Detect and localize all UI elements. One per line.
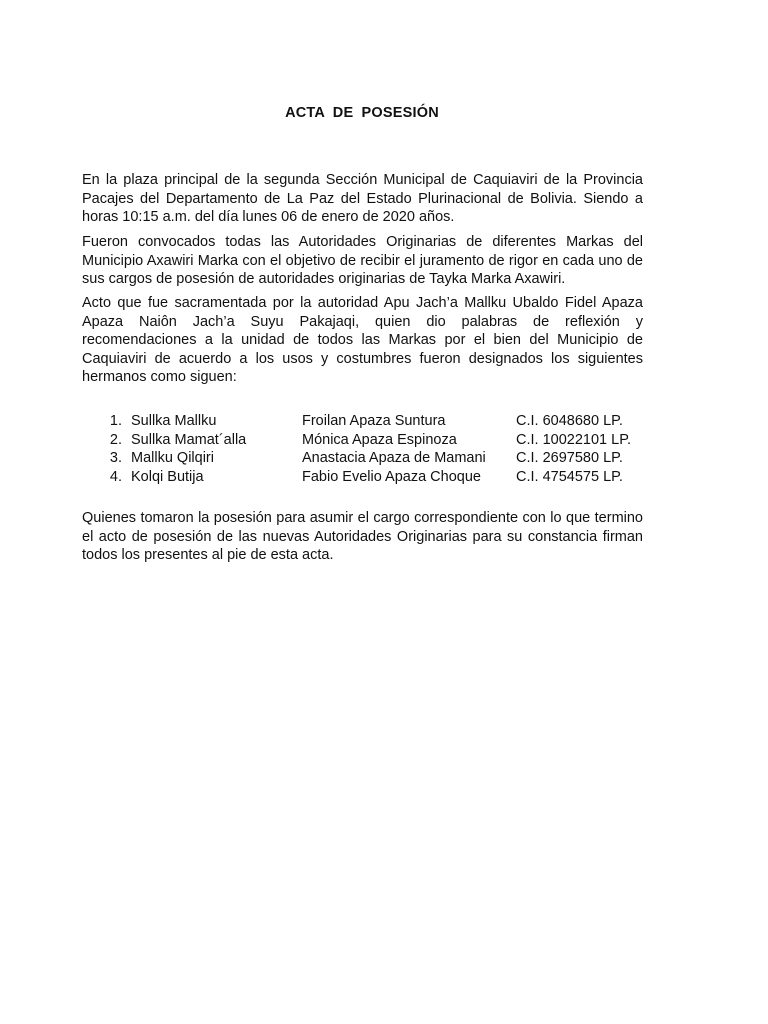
- list-item-number: 3.: [109, 450, 122, 466]
- list-item: [0, 449, 768, 468]
- list-item-ci: C.I. 6048680 LP.: [516, 413, 623, 429]
- list-item-number: 1.: [109, 413, 122, 429]
- list-item-name: Anastacia Apaza de Mamani: [302, 450, 486, 466]
- list-item: [0, 412, 768, 431]
- paragraph-closing: Quienes tomaron la posesión para asumir el cargo correspondiente con lo que termino el acto de posesión de las nuevas Autoridades Originarias para su constancia firman todos los presentes al pie de esta acta.: [82, 510, 643, 563]
- authorities-list: [0, 412, 768, 486]
- list-item-cargo: Mallku Qilqiri: [131, 450, 214, 466]
- document-title: ACTA DE POSESIÓN: [285, 105, 439, 121]
- list-item: [0, 431, 768, 450]
- list-item-ci: C.I. 4754575 LP.: [516, 468, 623, 485]
- list-item-name: Mónica Apaza Espinoza: [302, 431, 457, 448]
- list-item-ci: C.I. 2697580 LP.: [516, 450, 623, 466]
- list-item: [0, 468, 768, 487]
- list-item-cargo: Kolqi Butija: [131, 468, 204, 485]
- paragraph-convocatoria: Fueron convocados todas las Autoridades Originarias de diferentes Markas del Municipio Axawiri Marka con el objetivo de recibir el juramento de rigor en cada uno de sus cargos de posesión de autoridades originarias de Tayka Marka Axawiri.: [82, 234, 643, 287]
- paragraph-intro: En la plaza principal de la segunda Sección Municipal de Caquiaviri de la Provincia Pacajes del Departamento de La Paz del Estado Plurinacional de Bolivia. Siendo a horas 10:15 a.m. del día lunes 06 de enero de 2020 años.: [82, 172, 643, 225]
- paragraph-acto: Acto que fue sacramentada por la autoridad Apu Jach’a Mallku Ubaldo Fidel Apaza Apaza Naiôn Jach’a Suyu Pakajaqi, quien dio palabras de reflexión y recomendaciones a la unidad de todos las Markas por el bien del Municipio de Caquiaviri de acuerdo a los usos y costumbres fueron designados los siguientes hermanos como siguen:: [82, 295, 643, 385]
- list-item-number: 4.: [109, 468, 122, 485]
- list-item-cargo: Sullka Mallku: [131, 413, 217, 429]
- list-item-name: Fabio Evelio Apaza Choque: [302, 468, 481, 485]
- list-item-name: Froilan Apaza Suntura: [302, 413, 446, 429]
- list-item-ci: C.I. 10022101 LP.: [516, 431, 632, 448]
- list-item-cargo: Sullka Mamat´alla: [131, 431, 247, 448]
- list-item-number: 2.: [109, 431, 122, 448]
